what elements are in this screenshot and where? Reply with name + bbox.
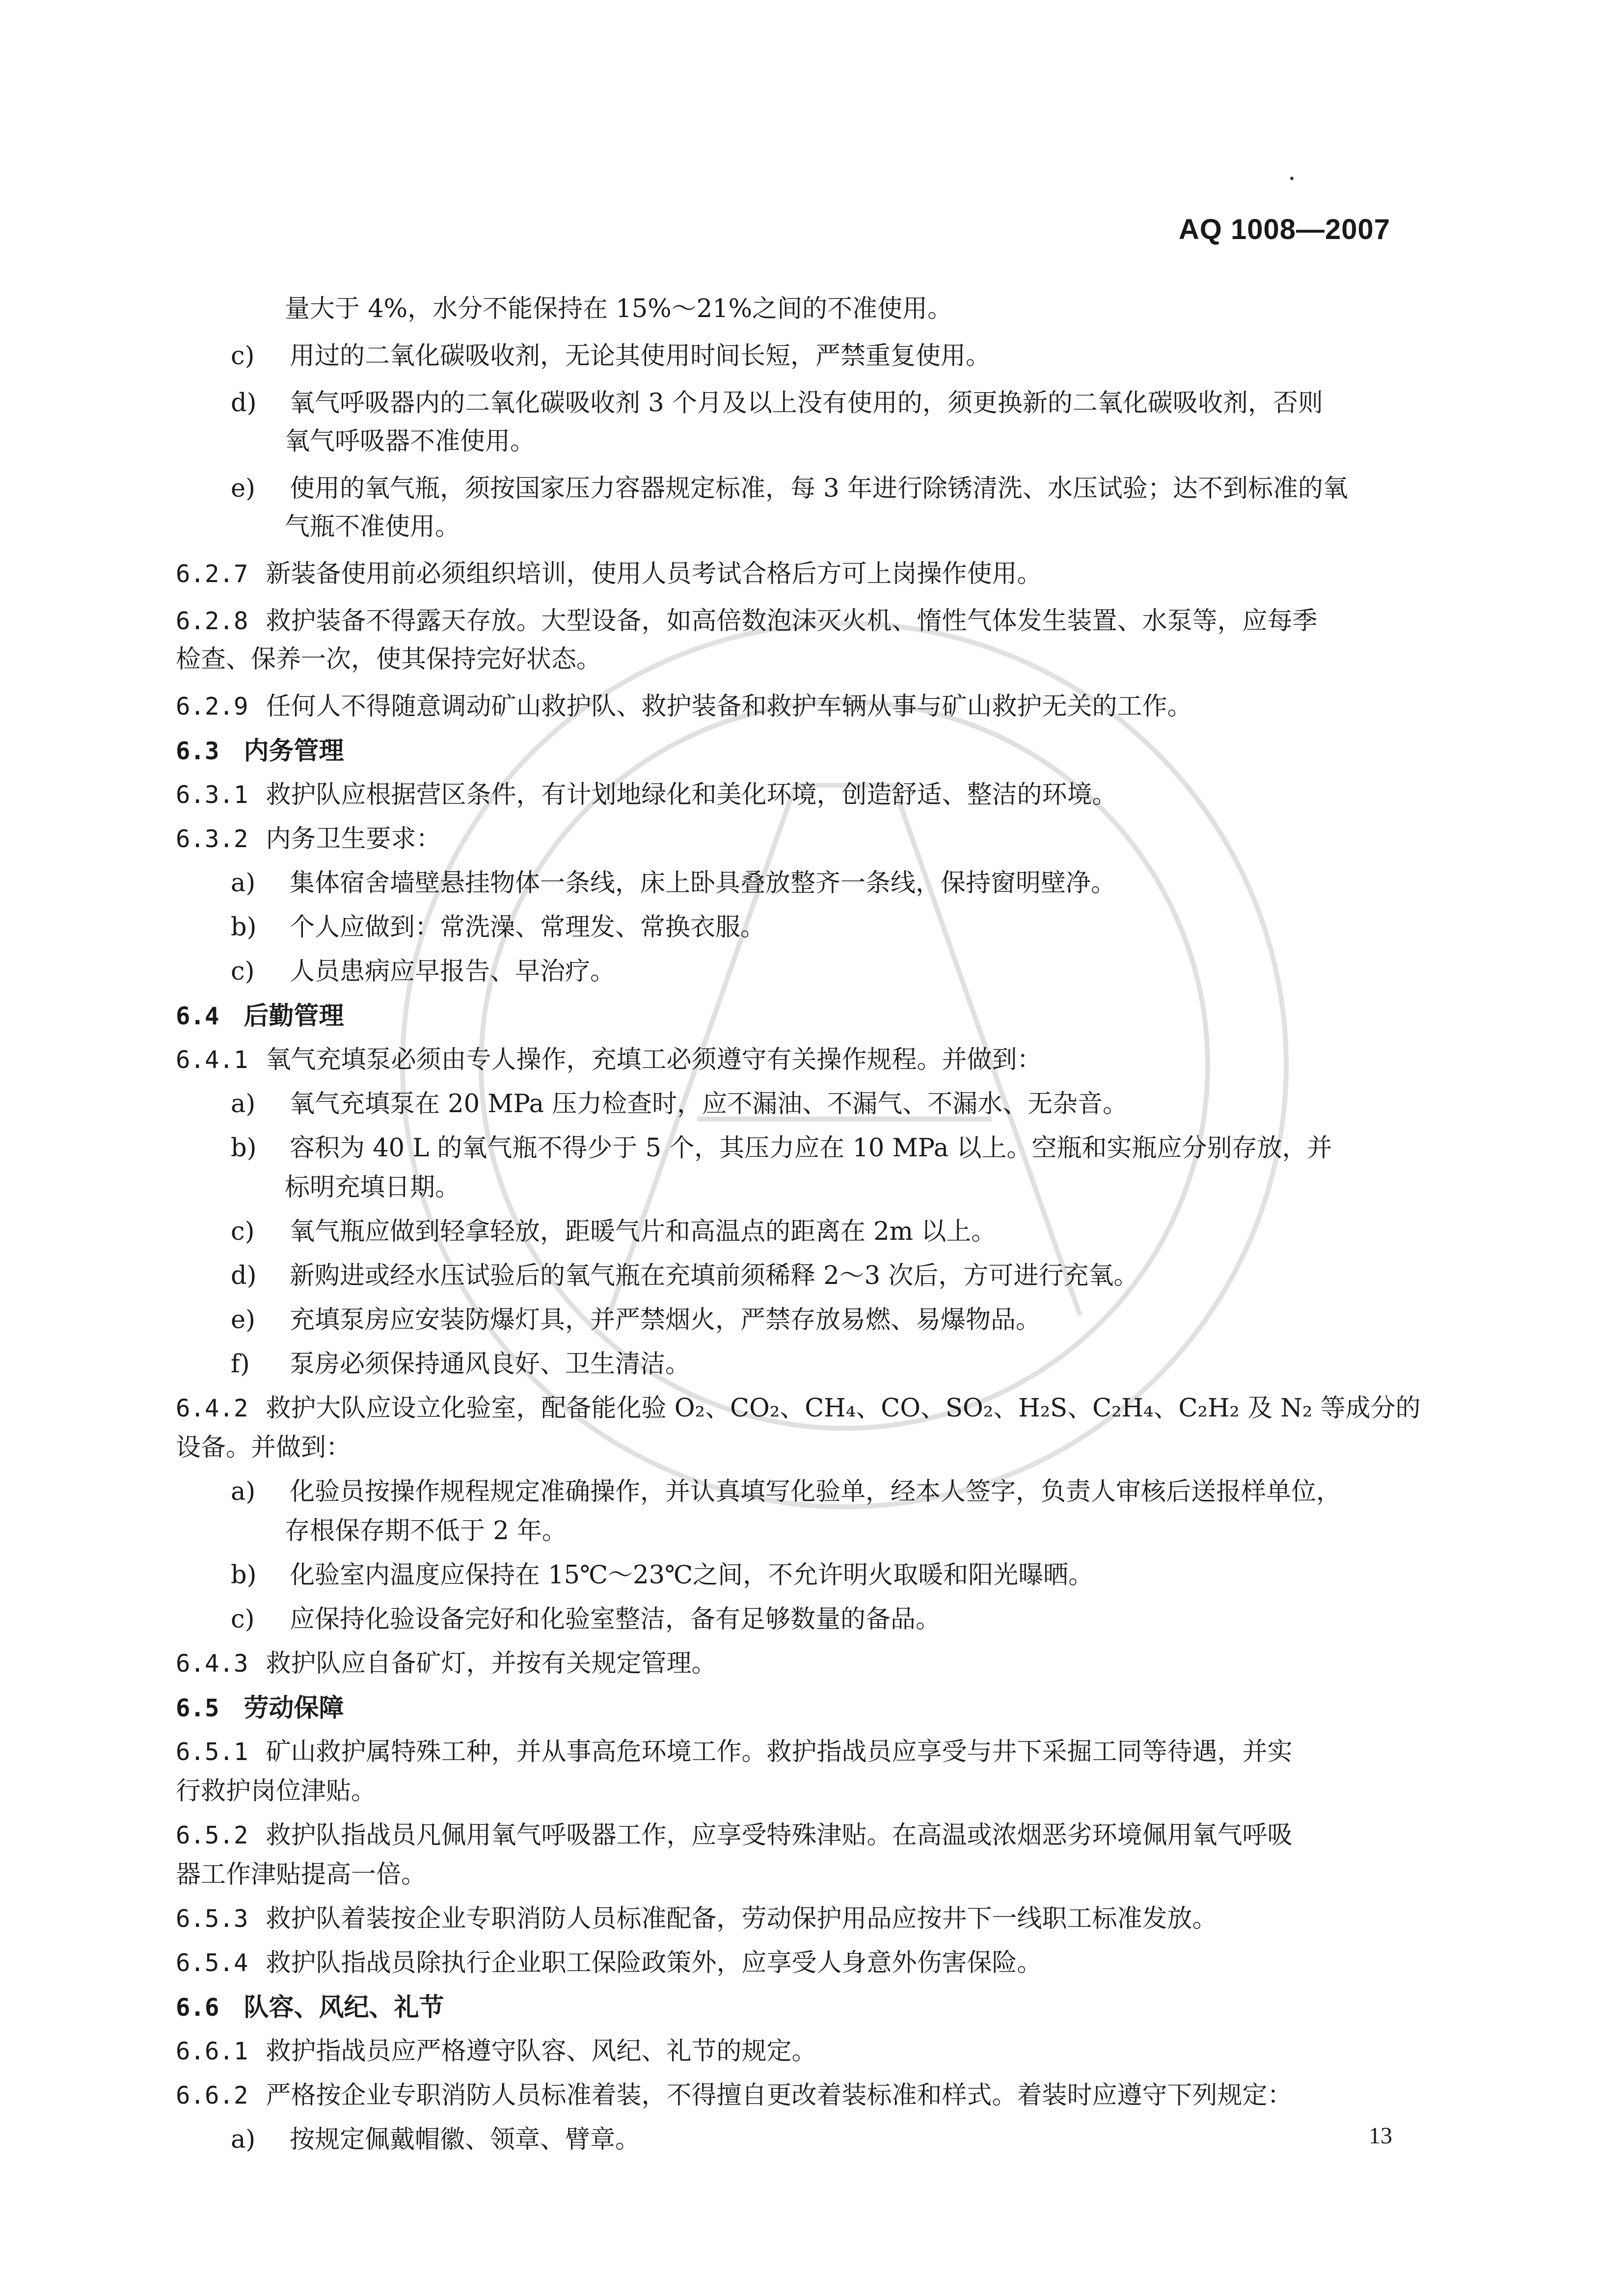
text-line: [176, 1045, 1042, 1075]
item-label: d): [231, 1261, 257, 1290]
item-label: a): [231, 869, 256, 898]
clause-number: 6.5.4: [176, 1949, 248, 1977]
text-line: [231, 957, 615, 987]
text-line: [231, 2125, 640, 2155]
line-text: 使用的氧气瓶，须按国家压力容器规定标准，每 3 年进行除锈清洗、水压试验；达不到标准的氧: [290, 474, 1348, 503]
item-label: a): [231, 1477, 256, 1506]
text-line: [176, 1394, 1421, 1423]
line-text: 气瓶不准使用。: [285, 512, 460, 541]
text-line: [285, 1173, 460, 1202]
item-label: c): [231, 1605, 255, 1634]
line-text: 救护队应自备矿灯，并按有关规定管理。: [266, 1649, 717, 1678]
line-text: 充填泵房应安装防爆灯具，并严禁烟火，严禁存放易燃、易爆物品。: [290, 1306, 1041, 1335]
page-number: 13: [1369, 2123, 1392, 2149]
line-text: 内务管理: [243, 736, 344, 766]
text-line: [176, 560, 1042, 589]
text-line: [285, 512, 460, 542]
text-line: [231, 1605, 941, 1634]
text-line: [231, 342, 991, 371]
text-line: [176, 1737, 1293, 1767]
text-line: [176, 2037, 817, 2066]
text-line: [231, 1561, 1093, 1590]
line-text: 标明充填日期。: [285, 1173, 460, 1202]
line-text: 量大于 4%，水分不能保持在 15%～21%之间的不准使用。: [285, 294, 953, 323]
clause-number: 6.5.1: [176, 1738, 248, 1766]
line-text: 应保持化验设备完好和化验室整洁，备有足够数量的备品。: [290, 1605, 941, 1634]
item-label: a): [231, 1090, 256, 1119]
line-text: 氧气充填泵必须由专人操作，充填工必须遵守有关操作规程。并做到：: [266, 1045, 1042, 1074]
text-line: [231, 474, 1348, 504]
text-line: [285, 294, 952, 324]
clause-number: 6.3: [176, 737, 219, 765]
line-text: 救护指战员应严格遵守队容、风纪、礼节的规定。: [266, 2037, 817, 2066]
line-text: 严格按企业专职消防人员标准着装，不得擅自更改着装标准和样式。着装时应遵守下列规定：: [266, 2081, 1293, 2110]
line-text: 泵房必须保持通风良好、卫生清洁。: [290, 1350, 691, 1379]
text-line: [231, 1261, 1138, 1291]
clause-number: 6.3.2: [176, 825, 248, 853]
item-label: f): [231, 1350, 250, 1379]
line-text: 救护装备不得露天存放。大型设备，如高倍数泡沫灭火机、惰性气体发生装置、水泵等，应每季: [266, 607, 1318, 636]
clause-number: 6.2.8: [176, 607, 248, 635]
item-label: e): [231, 1306, 256, 1335]
line-text: 化验室内温度应保持在 15℃～23℃之间，不允许明火取暖和阳光曝晒。: [290, 1561, 1094, 1590]
clause-number: 6.4.3: [176, 1650, 248, 1678]
text-line: [176, 2081, 1293, 2110]
clause-number: 6.2.7: [176, 560, 248, 588]
text-line: [231, 1217, 996, 1247]
line-text: 救护大队应设立化验室，配备能化验 O₂、CO₂、CH₄、CO、SO₂、H₂S、C₂H₄、C₂H₂ 及 N₂ 等成分的: [266, 1394, 1421, 1423]
clause-number: 6.5.3: [176, 1905, 248, 1933]
clause-number: 6.4.1: [176, 1046, 248, 1074]
text-line: [231, 869, 1116, 898]
clause-number: 6.3.1: [176, 781, 248, 809]
text-line: [176, 1860, 426, 1890]
text-line: [176, 1649, 717, 1679]
clause-number: 6.4.2: [176, 1394, 248, 1422]
line-text: 救护队着装按企业专职消防人员标准配备，劳动保护用品应按井下一线职工标准发放。: [266, 1904, 1217, 1933]
clause-number: 6.6.1: [176, 2037, 248, 2065]
item-label: c): [231, 957, 255, 986]
line-text: 救护队指战员凡佩用氧气呼吸器工作，应享受特殊津贴。在高温或浓烟恶劣环境佩用氧气呼吸: [266, 1821, 1293, 1850]
line-text: 氧气呼吸器内的二氧化碳吸收剂 3 个月及以上没有使用的，须更换新的二氧化碳吸收剂，否则: [290, 389, 1323, 418]
speck-mark: [1290, 177, 1294, 180]
section-heading: [176, 1001, 344, 1031]
text-line: [231, 1477, 1341, 1507]
text-line: [176, 607, 1318, 636]
item-label: c): [231, 1217, 255, 1246]
line-text: 后勤管理: [243, 1001, 344, 1031]
text-line: [231, 1350, 690, 1379]
clause-number: 6.2.9: [176, 693, 248, 721]
item-label: a): [231, 2125, 256, 2154]
text-line: [176, 692, 1192, 721]
line-text: 容积为 40 L 的氧气瓶不得少于 5 个，其压力应在 10 MPa 以上。空瓶和实瓶应分别存放，并: [290, 1134, 1332, 1163]
line-text: 存根保存期不低于 2 年。: [285, 1517, 567, 1546]
text-line: [231, 1090, 1128, 1119]
line-text: 化验员按操作规程规定准确操作，并认真填写化验单，经本人签字，负责人审核后送报样单位，: [290, 1477, 1342, 1506]
text-line: [176, 1904, 1217, 1934]
line-text: 按规定佩戴帽徽、领章、臂章。: [290, 2125, 641, 2154]
line-text: 新购进或经水压试验后的氧气瓶在充填前须稀释 2～3 次后，方可进行充氧。: [290, 1261, 1139, 1290]
line-text: 新装备使用前必须组织培训，使用人员考试合格后方可上岗操作使用。: [266, 560, 1042, 588]
item-label: b): [231, 1134, 257, 1163]
clause-number: 6.6: [176, 1994, 219, 2022]
text-line: [176, 1433, 351, 1463]
line-text: 任何人不得随意调动矿山救护队、救护装备和救护车辆从事与矿山救护无关的工作。: [266, 692, 1192, 721]
line-text: 氧气充填泵在 20 MPa 压力检查时，应不漏油、不漏气、不漏水、无杂音。: [290, 1090, 1128, 1119]
item-label: b): [231, 913, 257, 942]
line-text: 器工作津贴提高一倍。: [176, 1860, 427, 1889]
text-line: [176, 780, 1117, 810]
section-heading: [176, 1693, 344, 1723]
clause-number: 6.5: [176, 1694, 219, 1722]
line-text: 内务卫生要求：: [266, 825, 441, 854]
text-line: [231, 389, 1323, 418]
line-text: 行救护岗位津贴。: [176, 1777, 377, 1806]
line-text: 用过的二氧化碳吸收剂，无论其使用时间长短，严禁重复使用。: [290, 342, 991, 371]
line-text: 集体宿舍墙壁悬挂物体一条线，床上卧具叠放整齐一条线，保持窗明壁净。: [290, 869, 1116, 898]
text-line: [176, 645, 601, 674]
text-line: [285, 427, 535, 456]
line-text: 人员患病应早报告、早治疗。: [290, 957, 616, 986]
line-text: 救护队应根据营区条件，有计划地绿化和美化环境，创造舒适、整洁的环境。: [266, 780, 1117, 809]
text-line: [231, 913, 765, 942]
line-text: 设备。并做到：: [176, 1433, 352, 1462]
clause-number: 6.4: [176, 1002, 219, 1030]
line-text: 个人应做到：常洗澡、常理发、常换衣服。: [290, 913, 766, 942]
clause-number: 6.6.2: [176, 2082, 248, 2109]
text-line: [176, 1949, 1042, 1978]
text-line: [231, 1306, 1041, 1335]
line-text: 检查、保养一次，使其保持完好状态。: [176, 645, 602, 674]
item-label: b): [231, 1561, 257, 1590]
line-text: 劳动保障: [243, 1693, 344, 1723]
line-text: 救护队指战员除执行企业职工保险政策外，应享受人身意外伤害保险。: [266, 1949, 1042, 1977]
section-heading: [176, 736, 344, 766]
line-text: 氧气瓶应做到轻拿轻放，距暖气片和高温点的距离在 2m 以上。: [290, 1217, 997, 1246]
section-heading: [176, 1993, 444, 2023]
line-text: 队容、风纪、礼节: [243, 1993, 444, 2022]
item-label: e): [231, 474, 256, 503]
text-line: [176, 1777, 376, 1806]
item-label: d): [231, 389, 257, 418]
text-line: [176, 825, 441, 854]
text-line: [231, 1134, 1332, 1163]
item-label: c): [231, 342, 255, 371]
line-text: 氧气呼吸器不准使用。: [285, 427, 536, 456]
clause-number: 6.5.2: [176, 1821, 248, 1849]
standard-code: AQ 1008—2007: [1178, 214, 1390, 245]
text-line: [176, 1821, 1293, 1850]
line-text: 矿山救护属特殊工种，并从事高危环境工作。救护指战员应享受与井下采掘工同等待遇，并实: [266, 1737, 1293, 1766]
text-line: [285, 1517, 567, 1546]
